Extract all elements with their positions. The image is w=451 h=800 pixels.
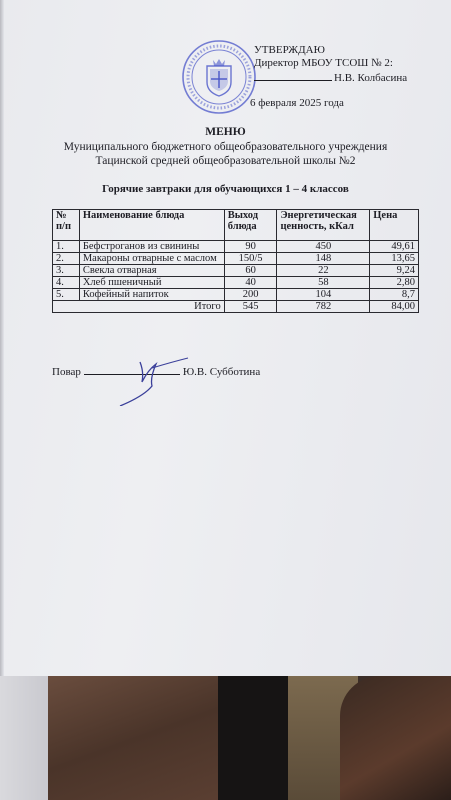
org-name-line2: Тацинской средней общеобразовательной школы №2 — [95, 155, 356, 167]
approval-heading: УТВЕРЖДАЮ — [254, 44, 325, 56]
row-num: 1. — [53, 241, 80, 253]
table-row — [53, 241, 419, 253]
row-output: 40 — [224, 277, 277, 289]
header-name: Наименование блюда — [79, 210, 224, 241]
approval-position: Директор МБОУ ТСОШ № 2: — [254, 57, 393, 69]
header-num: № п/п — [53, 210, 80, 241]
cook-name: Ю.В. Субботина — [182, 366, 261, 378]
table-header-row — [53, 210, 419, 241]
row-num: 3. — [53, 265, 80, 277]
row-num: 4. — [53, 277, 80, 289]
row-energy: 148 — [277, 253, 370, 265]
row-name: Бефстроганов из свинины — [79, 241, 224, 253]
cook-handwritten-signature — [112, 354, 192, 406]
table-total-row — [53, 301, 419, 313]
total-output: 545 — [224, 301, 277, 313]
row-name: Кофейный напиток — [79, 289, 224, 301]
row-output: 200 — [224, 289, 277, 301]
row-output: 90 — [224, 241, 277, 253]
row-energy: 104 — [277, 289, 370, 301]
org-name-line1: Муниципального бюджетного общеобразовательного учреждения — [63, 141, 388, 153]
cook-label: Повар — [52, 366, 81, 378]
row-price: 8,7 — [370, 289, 419, 301]
table-row — [53, 253, 419, 265]
page-title: МЕНЮ — [205, 126, 246, 138]
row-num: 5. — [53, 289, 80, 301]
row-price: 9,24 — [370, 265, 419, 277]
row-name: Хлеб пшеничный — [79, 277, 224, 289]
background-floor — [0, 676, 451, 800]
row-name: Свекла отварная — [79, 265, 224, 277]
row-price: 2,80 — [370, 277, 419, 289]
header-output: Выход блюда — [224, 210, 277, 241]
signature-line — [254, 80, 332, 81]
floor-dark-object — [218, 676, 288, 800]
menu-table — [52, 209, 419, 313]
menu-subtitle: Горячие завтраки для обучающихся 1 – 4 классов — [102, 183, 349, 195]
table-row — [53, 277, 419, 289]
approval-signer: Н.В. Колбасина — [334, 72, 408, 84]
row-energy: 450 — [277, 241, 370, 253]
header-energy: Энергетическая ценность, кКал — [277, 210, 370, 241]
table-row — [53, 289, 419, 301]
row-energy: 58 — [277, 277, 370, 289]
floor-light-strip — [0, 676, 48, 800]
table-row — [53, 265, 419, 277]
approval-signer-line — [254, 72, 407, 85]
row-num: 2. — [53, 253, 80, 265]
header-price: Цена — [370, 210, 419, 241]
floor-fabric — [48, 676, 228, 800]
floor-bag — [340, 676, 451, 800]
row-output: 150/5 — [224, 253, 277, 265]
row-name: Макароны отварные с маслом — [79, 253, 224, 265]
row-price: 13,65 — [370, 253, 419, 265]
row-energy: 22 — [277, 265, 370, 277]
row-price: 49,61 — [370, 241, 419, 253]
total-energy: 782 — [277, 301, 370, 313]
school-stamp-seal — [180, 38, 258, 116]
page-edge-shadow — [0, 0, 4, 688]
approval-date: 6 февраля 2025 года — [250, 97, 344, 109]
row-output: 60 — [224, 265, 277, 277]
total-price: 84,00 — [370, 301, 419, 313]
total-label: Итого — [53, 301, 225, 313]
